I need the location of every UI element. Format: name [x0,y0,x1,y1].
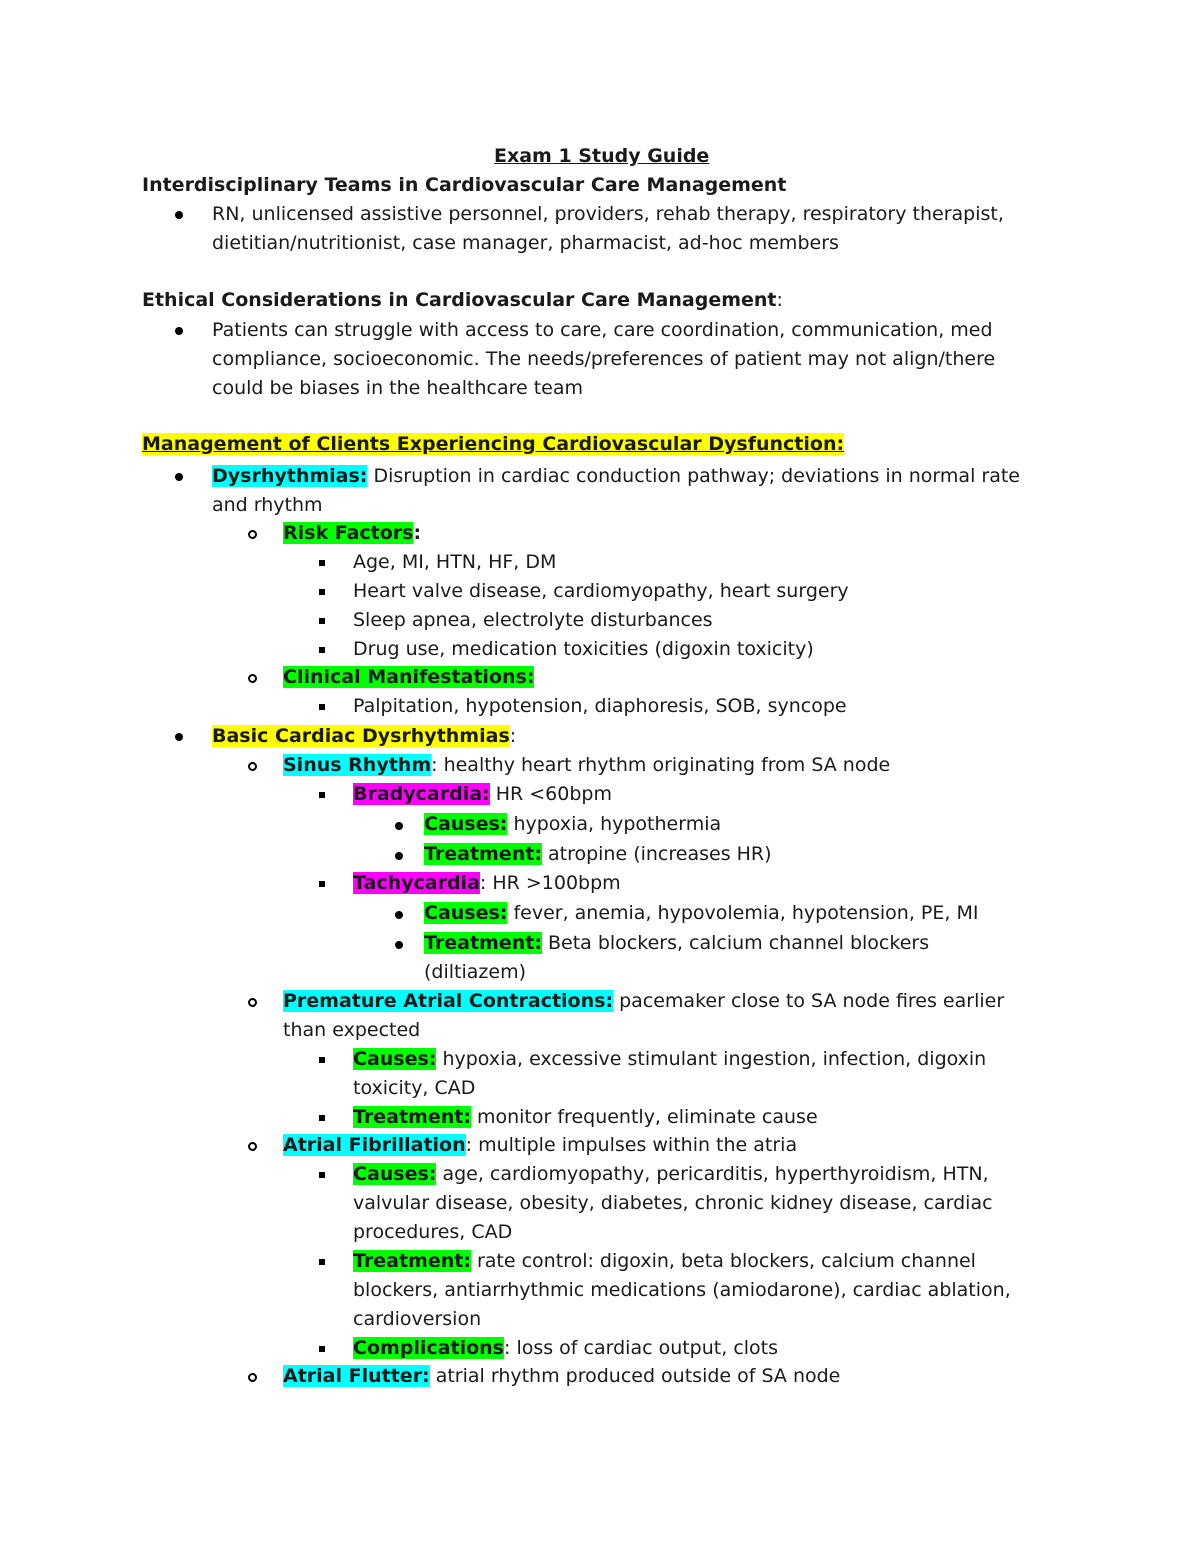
list-item-risk-factors [283,519,421,548]
label: Atrial Flutter: [283,1365,430,1387]
square-bullet-icon [319,1057,325,1063]
list-item-continuation: dietitian/nutritionist, case manager, pharmacist, ad-hoc members [212,232,839,254]
list-item: Palpitation, hypotension, diaphoresis, SOB, syncope [353,695,847,717]
list-item-causes [424,810,721,839]
list-item-continuation: blockers, antiarrhythmic medications (amiodarone), cardiac ablation, [353,1279,1011,1301]
page-title: Exam 1 Study Guide [494,145,710,167]
list-item-atrial-flutter [283,1362,840,1391]
circle-bullet-icon [248,530,257,539]
circle-bullet-icon [248,1373,257,1382]
list-item: RN, unlicensed assistive personnel, providers, rehab therapy, respiratory therapist, [212,203,1004,225]
text: : loss of cardiac output, clots [504,1337,779,1359]
section-heading-management [142,430,844,459]
list-item-treatment [353,1247,976,1276]
bullet-icon [175,327,183,335]
label: Causes: [353,1048,437,1070]
label: Treatment: [353,1250,471,1272]
square-bullet-icon [319,618,325,624]
label: Tachycardia [353,872,480,894]
label: Dysrhythmias: [212,465,368,487]
bullet-icon [175,211,183,219]
square-bullet-icon [319,1172,325,1178]
list-item-causes [424,899,978,928]
text: hypoxia, hypothermia [507,813,722,835]
list-item-dysrhythmias [212,462,1020,491]
square-bullet-icon [319,1259,325,1265]
list-item-causes [353,1160,989,1189]
text: rate control: digoxin, beta blockers, calcium channel [470,1250,976,1272]
square-bullet-icon [319,560,325,566]
list-item-sinus-rhythm [283,751,890,780]
list-item: Heart valve disease, cardiomyopathy, heart surgery [353,580,849,602]
label: Clinical Manifestations: [283,666,535,688]
list-item-clinical-manifestations [283,663,534,692]
list-item-continuation: than expected [283,1019,421,1041]
section-heading-interdisciplinary: Interdisciplinary Teams in Cardiovascular Care Management [142,174,787,196]
square-bullet-icon [319,881,325,887]
list-item: Patients can struggle with access to care, care coordination, communication, med [212,319,993,341]
square-bullet-icon [319,1115,325,1121]
list-item-bradycardia [353,780,612,809]
label: Causes: [353,1163,437,1185]
label: Bradycardia: [353,783,490,805]
list-item: Sleep apnea, electrolyte disturbances [353,609,713,631]
circle-bullet-icon [248,762,257,771]
text: hypoxia, excessive stimulant ingestion, infection, digoxin [436,1048,987,1070]
list-item-basic-dysrhythmias [212,722,516,751]
bullet-icon [395,941,403,949]
list-item-afib [283,1131,797,1160]
text: fever, anemia, hypovolemia, hypotension, PE, MI [507,902,979,924]
label: Causes: [424,813,508,835]
square-bullet-icon [319,704,325,710]
text: : HR >100bpm [479,872,621,894]
list-item-continuation: and rhythm [212,494,323,516]
list-item-continuation: compliance, socioeconomic. The needs/preferences of patient may not align/there [212,348,996,370]
text: Disruption in cardiac conduction pathway; deviations in normal rate [367,465,1020,487]
list-item-continuation: valvular disease, obesity, diabetes, chronic kidney disease, cardiac [353,1192,993,1214]
list-item-tachycardia [353,869,621,898]
heading-text: Ethical Considerations in Cardiovascular Care Management [142,289,777,311]
text: monitor frequently, eliminate cause [470,1106,818,1128]
heading-colon: : [776,289,783,311]
square-bullet-icon [319,647,325,653]
list-item-continuation: procedures, CAD [353,1221,513,1243]
colon: : [509,725,517,747]
circle-bullet-icon [248,998,257,1007]
list-item-continuation: toxicity, CAD [353,1077,476,1099]
bullet-icon [175,473,183,481]
label: Basic Cardiac Dysrhythmias [212,725,510,747]
list-item-pac [283,987,1004,1016]
list-item-complications [353,1334,778,1363]
bullet-icon [175,733,183,741]
bullet-icon [395,852,403,860]
label: Causes: [424,902,508,924]
square-bullet-icon [319,589,325,595]
label: Treatment: [353,1106,471,1128]
label: Treatment: [424,932,542,954]
colon: : [413,522,422,544]
list-item-continuation: cardioversion [353,1308,482,1330]
text: HR <60bpm [489,783,612,805]
text: Beta blockers, calcium channel blockers [541,932,930,954]
text: atropine (increases HR) [541,843,772,865]
list-item: Age, MI, HTN, HF, DM [353,551,557,573]
bullet-icon [395,911,403,919]
list-item-continuation: could be biases in the healthcare team [212,377,584,399]
square-bullet-icon [319,1346,325,1352]
square-bullet-icon [319,792,325,798]
circle-bullet-icon [248,1142,257,1151]
bullet-icon [395,822,403,830]
list-item-treatment [424,929,929,958]
label: Premature Atrial Contractions: [283,990,614,1012]
list-item-treatment [353,1103,818,1132]
text: pacemaker close to SA node fires earlier [613,990,1005,1012]
list-item-continuation: (diltiazem) [424,961,526,983]
label: Treatment: [424,843,542,865]
list-item-causes [353,1045,986,1074]
list-item: Drug use, medication toxicities (digoxin toxicity) [353,638,814,660]
heading-text: Management of Clients Experiencing Cardiovascular Dysfunction: [142,433,845,455]
label: Atrial Fibrillation [283,1134,466,1156]
circle-bullet-icon [248,674,257,683]
label: Risk Factors [283,522,414,544]
label: Sinus Rhythm [283,754,432,776]
label: Complications [353,1337,504,1359]
section-heading-ethical [142,286,783,315]
text: : healthy heart rhythm originating from SA node [431,754,891,776]
text: : multiple impulses within the atria [465,1134,798,1156]
list-item-treatment [424,840,772,869]
text: age, cardiomyopathy, pericarditis, hyperthyroidism, HTN, [436,1163,989,1185]
text: atrial rhythm produced outside of SA node [429,1365,841,1387]
